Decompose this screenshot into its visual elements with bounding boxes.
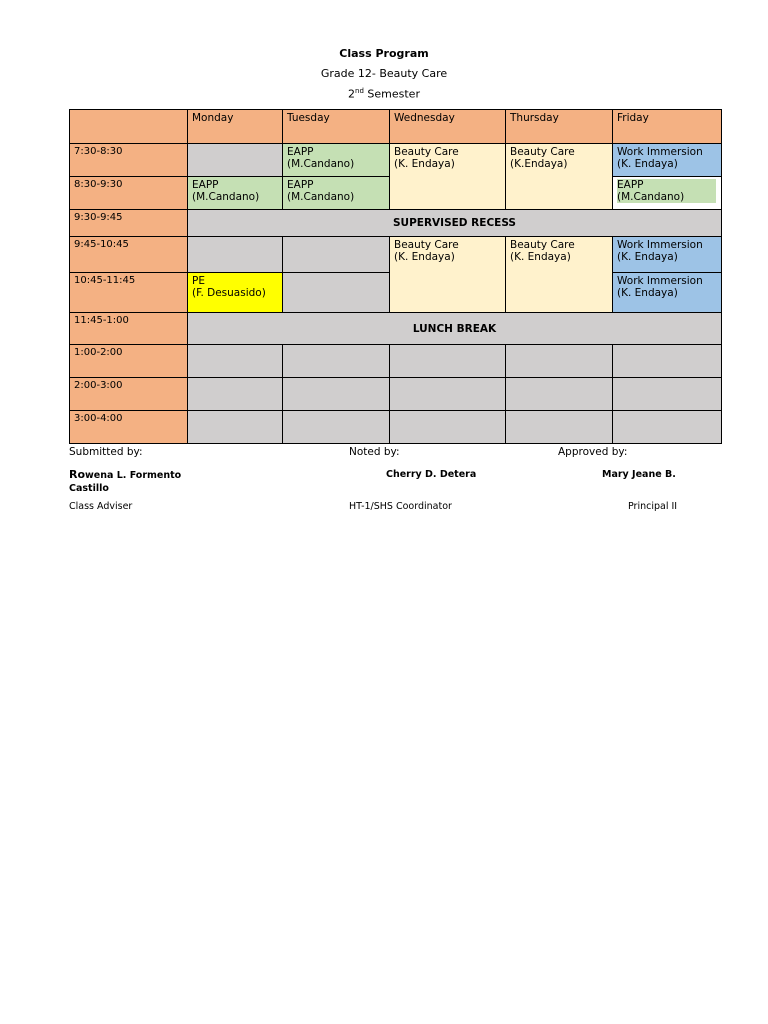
coordinator-name: Cherry D. Detera: [386, 469, 477, 480]
empty-cell: [188, 237, 283, 273]
subject: Work Immersion: [617, 146, 703, 158]
subject: EAPP: [287, 146, 314, 158]
adviser-name: [69, 468, 181, 495]
empty-cell: [390, 378, 506, 411]
teacher: (M.Candano): [192, 191, 260, 203]
time-cell: 1:00-2:00: [70, 345, 188, 378]
class-cell: [188, 177, 283, 210]
teacher: (M.Candano): [287, 158, 355, 170]
teacher: (K. Endaya): [617, 158, 678, 170]
teacher: (M.Candano): [617, 191, 685, 203]
empty-cell: [283, 273, 390, 313]
table-row: [70, 313, 722, 345]
table-row: [70, 144, 722, 177]
lunch-cell: LUNCH BREAK: [188, 313, 722, 345]
recess-cell: SUPERVISED RECESS: [188, 210, 722, 237]
class-cell: [613, 144, 722, 177]
empty-cell: [613, 378, 722, 411]
empty-cell: [188, 144, 283, 177]
noted-label: Noted by:: [349, 446, 400, 458]
semester-ordinal: nd: [355, 87, 364, 95]
class-cell: [506, 144, 613, 210]
class-cell: [613, 237, 722, 273]
time-cell: 10:45-11:45: [70, 273, 188, 313]
empty-cell: [283, 237, 390, 273]
principal-name: Mary Jeane B.: [602, 469, 676, 480]
grade-subtitle: Grade 12- Beauty Care: [320, 67, 448, 80]
time-cell: 11:45-1:00: [70, 313, 188, 345]
teacher: (K. Endaya): [617, 251, 678, 263]
class-cell: [390, 237, 506, 313]
table-row: [70, 237, 722, 273]
adviser-name-line2: Castillo: [69, 483, 109, 494]
approved-label: Approved by:: [558, 446, 628, 458]
empty-cell: [283, 411, 390, 444]
subject: EAPP: [192, 179, 219, 191]
subject: Beauty Care: [510, 239, 575, 251]
subject: PE: [192, 275, 205, 287]
time-cell: 9:45-10:45: [70, 237, 188, 273]
empty-cell: [390, 411, 506, 444]
subject: Work Immersion: [617, 239, 703, 251]
empty-cell: [506, 378, 613, 411]
table-row: [70, 210, 722, 237]
class-cell: [613, 273, 722, 313]
day-monday: Monday: [188, 110, 283, 144]
teacher: (F. Desuasido): [192, 287, 266, 299]
time-cell: 3:00-4:00: [70, 411, 188, 444]
teacher: (K. Endaya): [617, 287, 678, 299]
adviser-name-rest: wena L. Formento: [85, 470, 182, 481]
empty-cell: [188, 411, 283, 444]
class-cell: [283, 177, 390, 210]
semester-word: Semester: [363, 87, 420, 101]
empty-cell: [390, 345, 506, 378]
teacher: (K. Endaya): [394, 158, 455, 170]
adviser-title: Class Adviser: [69, 501, 133, 512]
teacher: (K. Endaya): [394, 251, 455, 263]
day-tuesday: Tuesday: [283, 110, 390, 144]
semester-number: 2: [348, 87, 356, 101]
principal-title: Principal II: [628, 501, 678, 512]
semester-subtitle: [0, 87, 768, 101]
subject: EAPP: [617, 179, 644, 191]
table-row: [70, 411, 722, 444]
day-header-row: [70, 110, 722, 144]
adviser-name-initial: Ro: [69, 468, 86, 481]
class-cell: [283, 144, 390, 177]
time-cell: 7:30-8:30: [70, 144, 188, 177]
day-wednesday: Wednesday: [390, 110, 506, 144]
subject: Beauty Care: [394, 146, 459, 158]
document-title: Class Program: [339, 47, 429, 60]
time-cell: 8:30-9:30: [70, 177, 188, 210]
empty-cell: [506, 345, 613, 378]
teacher: (M.Candano): [287, 191, 355, 203]
empty-cell: [613, 411, 722, 444]
class-cell: [188, 273, 283, 313]
coordinator-title: HT-1/SHS Coordinator: [349, 501, 452, 512]
schedule-table: [69, 109, 722, 444]
submitted-label: Submitted by:: [69, 446, 143, 458]
teacher: (K.Endaya): [510, 158, 568, 170]
teacher: (K. Endaya): [510, 251, 571, 263]
empty-cell: [188, 378, 283, 411]
subject: EAPP: [287, 179, 314, 191]
day-thursday: Thursday: [506, 110, 613, 144]
empty-cell: [283, 345, 390, 378]
table-row: [70, 378, 722, 411]
class-cell: [613, 177, 722, 210]
time-cell: 9:30-9:45: [70, 210, 188, 237]
table-row: [70, 345, 722, 378]
subject: Work Immersion: [617, 275, 703, 287]
subject: Beauty Care: [394, 239, 459, 251]
empty-cell: [613, 345, 722, 378]
corner-cell: [70, 110, 188, 144]
time-cell: 2:00-3:00: [70, 378, 188, 411]
empty-cell: [506, 411, 613, 444]
empty-cell: [188, 345, 283, 378]
class-cell: [390, 144, 506, 210]
class-cell: [506, 237, 613, 313]
day-friday: Friday: [613, 110, 722, 144]
subject: Beauty Care: [510, 146, 575, 158]
empty-cell: [283, 378, 390, 411]
